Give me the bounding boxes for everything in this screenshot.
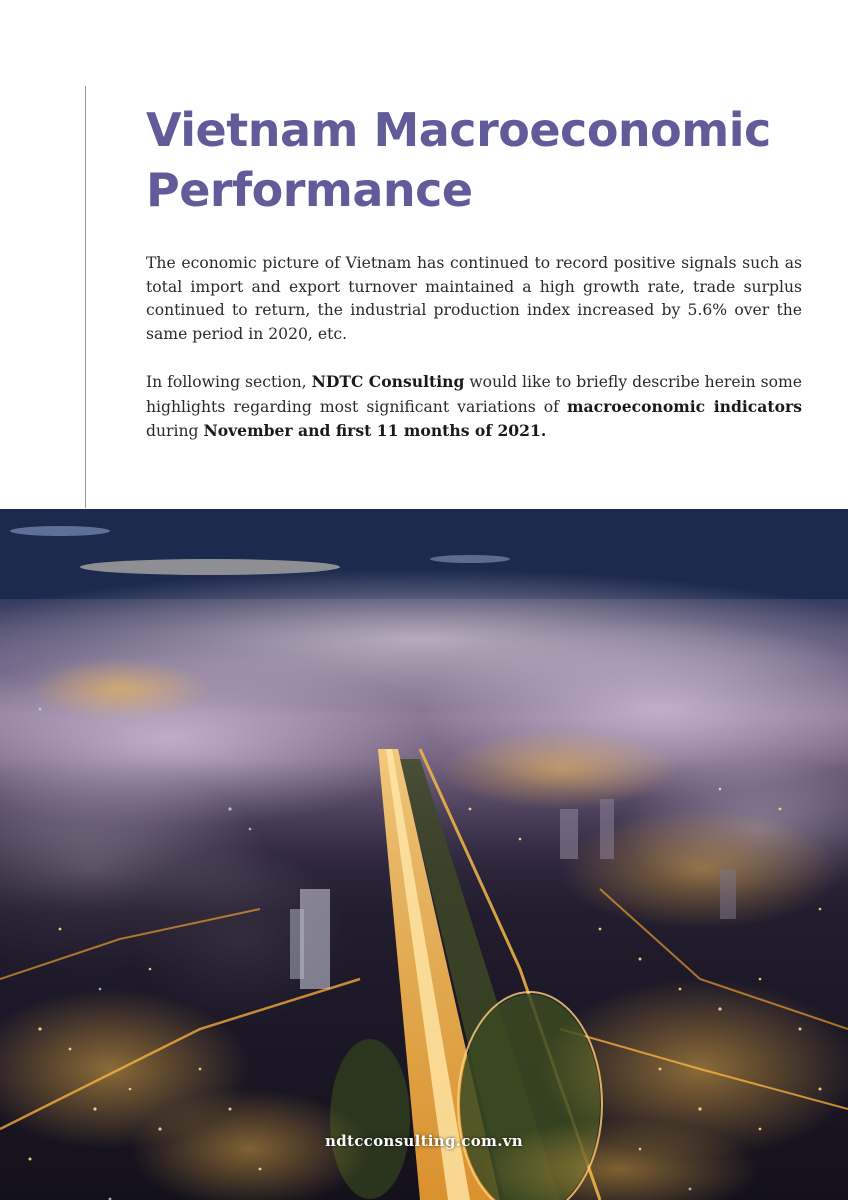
title-line-2: Performance	[146, 163, 473, 217]
company-name: NDTC Consulting	[311, 372, 465, 391]
footer-website-url[interactable]: ndtcconsulting.com.vn	[325, 1132, 523, 1150]
city-night-photo	[0, 509, 848, 1200]
vertical-rule	[85, 86, 86, 508]
page-title	[146, 100, 806, 220]
period-phrase: November and first 11 months of 2021.	[203, 421, 547, 440]
city-night-photo-art	[0, 509, 848, 1200]
paragraph-text: would like to briefly describe herein some highlights regarding most significant variations of	[146, 373, 803, 416]
intro-paragraph: The economic picture of Vietnam has continued to record positive signals such as total import and export turnover maintained a high growth rate, trade surplus continued to return, the industrial production index increased by 5.6% over the same period in 2020, etc.	[146, 254, 802, 343]
paragraph-text: In following section,	[146, 373, 312, 391]
title-line-1: Vietnam Macroeconomic	[146, 103, 771, 157]
paragraph-text: during	[146, 422, 204, 440]
highlight-phrase: macroeconomic indicators	[566, 396, 802, 416]
section-paragraph	[146, 370, 802, 444]
